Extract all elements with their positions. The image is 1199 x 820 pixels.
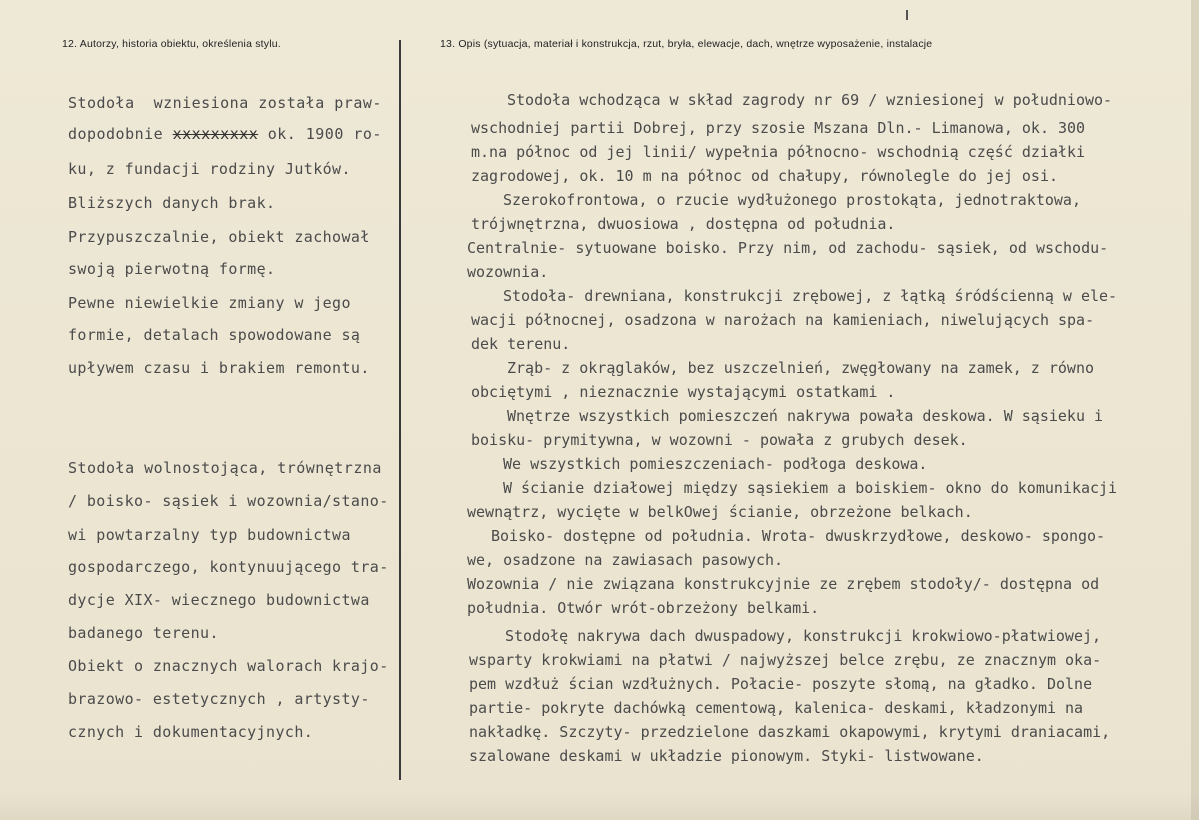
- right-line: dek terenu.: [471, 335, 571, 353]
- struck-word: xxxxxxxxx: [172, 125, 259, 143]
- left-line: swoją pierwotną formę.: [68, 260, 276, 278]
- left-line: Obiekt o znacznych walorach krajo-: [68, 657, 389, 675]
- right-line: m.na północ od jej linii/ wypełnia północno- wschodnią część działki: [471, 143, 1086, 161]
- right-line: zagrodowej, ok. 10 m na północ od chałupy, równolegle do jej osi.: [471, 167, 1058, 185]
- left-line: Stodoła wzniesiona została praw-: [68, 94, 382, 112]
- left-line: / boisko- sąsiek i wozownia/stano-: [68, 492, 389, 510]
- right-line: Wnętrze wszystkich pomieszczeń nakrywa powała deskowa. W sąsieku i: [507, 407, 1104, 425]
- left-line: upływem czasu i brakiem remontu.: [68, 359, 370, 377]
- left-line: formie, detalach spowodowane są: [68, 326, 361, 344]
- left-line-part: dopodobnie: [68, 125, 173, 143]
- right-line: Szerokofrontowa, o rzucie wydłużonego prostokąta, jednotraktowa,: [503, 191, 1081, 209]
- left-line: Pewne niewielkie zmiany w jego: [68, 294, 351, 312]
- left-line: badanego terenu.: [68, 624, 219, 642]
- right-line: szalowane deskami w układzie pionowym. Styki- listwowane.: [469, 747, 984, 765]
- left-line-part: ok. 1900 ro-: [258, 125, 382, 143]
- section-12-header: 12. Autorzy, historia obiektu, określenia stylu.: [62, 38, 281, 50]
- right-line: Stodołę nakrywa dach dwuspadowy, konstrukcji krokwiowo-płatwiowej,: [505, 627, 1102, 645]
- bleed-through-band: [0, 792, 1199, 820]
- right-line: obciętymi , nieznacznie wystającymi ostatkami .: [471, 383, 896, 401]
- left-line: gospodarczego, kontynuującego tra-: [68, 558, 389, 576]
- right-line: wschodniej partii Dobrej, przy szosie Mszana Dln.- Limanowa, ok. 300: [471, 119, 1086, 137]
- margin-mark: [906, 10, 908, 20]
- left-line: Stodoła wolnostojąca, trównętrzna: [68, 459, 382, 477]
- right-line: wozownia.: [467, 263, 549, 281]
- left-line: ku, z fundacji rodziny Jutków.: [68, 160, 351, 178]
- right-line: we, osadzone na zawiasach pasowych.: [467, 551, 784, 569]
- page-edge: [1191, 0, 1199, 820]
- left-line: [68, 127, 382, 142]
- right-line: wacji północnej, osadzona w narożach na kamieniach, niwelujących spa-: [471, 311, 1095, 329]
- left-line: brazowo- estetycznych , artysty-: [68, 690, 370, 708]
- right-line: trójwnętrzna, dwuosiowa , dostępna od południa.: [471, 215, 896, 233]
- right-line: Wozownia / nie związana konstrukcyjnie ze zrębem stodoły/- dostępna od: [467, 575, 1100, 593]
- right-line: Zrąb- z okrąglaków, bez uszczelnień, zwęgłowany na zamek, z równo: [507, 359, 1094, 377]
- right-line: We wszystkich pomieszczeniach- podłoga deskowa.: [503, 455, 928, 473]
- right-line: wewnątrz, wycięte w belkOwej ścianie, obrzeżone belkach.: [467, 503, 973, 521]
- section-13-header: 13. Opis (sytuacja, materiał i konstrukcja, rzut, bryła, elewacje, dach, wnętrze wyposażenie, instalacje: [440, 38, 933, 50]
- left-line: wi powtarzalny typ budownictwa: [68, 526, 351, 544]
- right-line: Boisko- dostępne od południa. Wrota- dwuskrzydłowe, deskowo- spongo-: [491, 527, 1106, 545]
- left-line: dycje XIX- wiecznego budownictwa: [68, 591, 370, 609]
- left-line: Przypuszczalnie, obiekt zachował: [68, 228, 370, 246]
- right-line: boisku- prymitywna, w wozowni - powała z grubych desek.: [471, 431, 968, 449]
- left-line: cznych i dokumentacyjnych.: [68, 723, 314, 741]
- right-line: partie- pokryte dachówką cementową, kalenica- deskami, kładzonymi na: [469, 699, 1084, 717]
- right-line: Centralnie- sytuowane boisko. Przy nim, od zachodu- sąsiek, od wschodu-: [467, 239, 1109, 257]
- right-line: Stodoła wchodząca w skład zagrody nr 69 / wzniesionej w południowo-: [507, 91, 1113, 109]
- right-line: nakładkę. Szczyty- przedzielone daszkami okapowymi, krytymi draniacami,: [469, 723, 1111, 741]
- column-divider: [399, 40, 401, 780]
- right-line: wsparty krokwiami na płatwi / najwyższej belce zrębu, ze znacznym oka-: [469, 651, 1102, 669]
- right-line: Stodoła- drewniana, konstrukcji zrębowej, z łątką śródścienną w ele-: [503, 287, 1118, 305]
- right-line: południa. Otwór wrót-obrzeżony belkami.: [467, 599, 820, 617]
- right-line: W ścianie działowej między sąsiekiem a boiskiem- okno do komunikacji: [503, 479, 1118, 497]
- left-line: Bliższych danych brak.: [68, 194, 276, 212]
- right-line: pem wzdłuż ścian wzdłużnych. Połacie- poszyte słomą, na gładko. Dolne: [469, 675, 1093, 693]
